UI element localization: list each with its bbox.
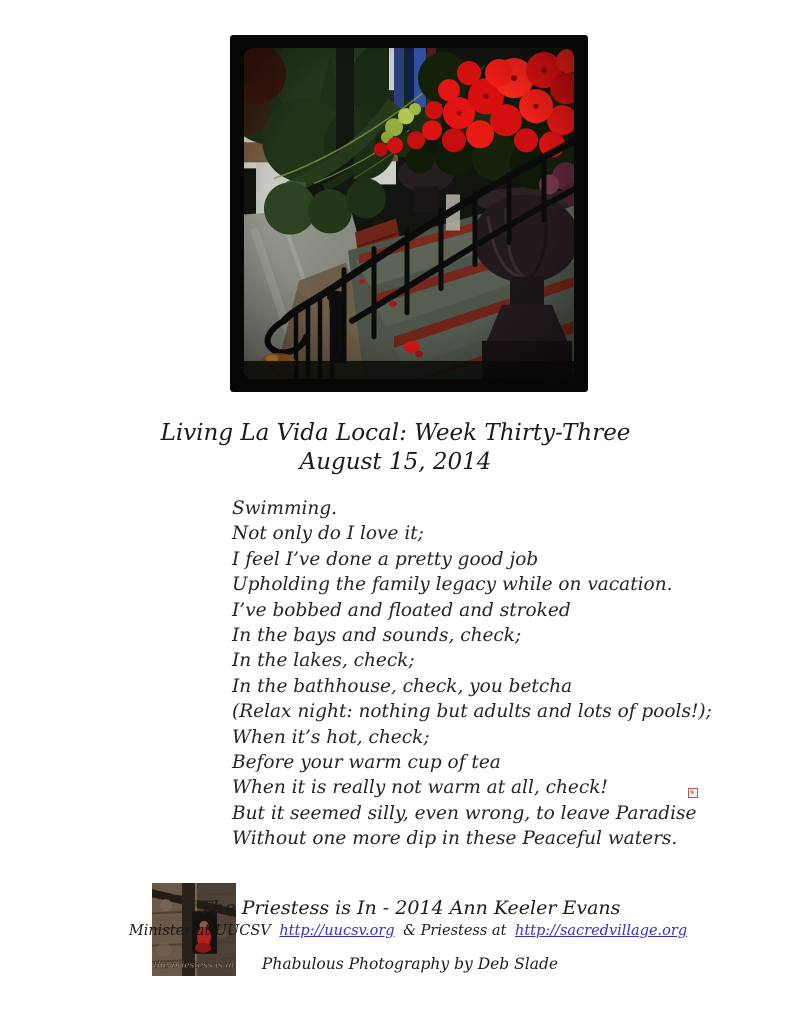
poem-line: Swimming.	[232, 498, 338, 519]
footer-text	[30, 896, 790, 974]
priestess-label: & Priestess at	[403, 923, 507, 939]
garden-stairs-photo	[244, 48, 574, 379]
broken-image-icon	[688, 788, 698, 798]
poem-line: I’ve bobbed and floated and stroked	[232, 599, 571, 621]
byline	[30, 922, 790, 941]
uucsv-link[interactable]: http://uucsv.org	[279, 923, 395, 939]
title-line: Living La Vida Local: Week Thirty-Three	[160, 420, 631, 446]
title-date: August 15, 2014	[299, 449, 492, 475]
poem-line: In the lakes, check;	[232, 650, 415, 672]
credit-line: The Priestess is In - 2014 Ann Keeler Evans	[199, 897, 621, 919]
thumbnail-caption: the priestess is in	[153, 960, 235, 971]
poem-line: In the bathhouse, check, you betcha	[232, 675, 573, 697]
poem-line: I feel I’ve done a pretty good job	[232, 548, 539, 570]
poem-line: Not only do I love it;	[232, 523, 424, 545]
poem-line: (Relax night: nothing but adults and lots of pools!);	[232, 701, 712, 723]
sacredvillage-link[interactable]: http://sacredvillage.org	[515, 923, 688, 939]
poem-line: But it seemed silly, even wrong, to leave Paradise	[232, 802, 697, 824]
minister-label: Minister at UUCSV	[128, 923, 271, 939]
page-title	[0, 419, 791, 477]
photography-credit: Phabulous Photography by Deb Slade	[261, 955, 559, 973]
poem-line: When it is really not warm at all, check!	[232, 777, 608, 799]
poem	[232, 496, 712, 852]
framed-photo	[230, 35, 588, 392]
poem-line: Without one more dip in these Peaceful waters.	[232, 828, 678, 850]
footer	[0, 878, 791, 998]
poem-line: Before your warm cup of tea	[232, 752, 501, 774]
poem-line: When it’s hot, check;	[232, 726, 430, 748]
poem-line: Upholding the family legacy while on vacation.	[232, 574, 673, 596]
poem-line: In the bays and sounds, check;	[232, 625, 522, 647]
